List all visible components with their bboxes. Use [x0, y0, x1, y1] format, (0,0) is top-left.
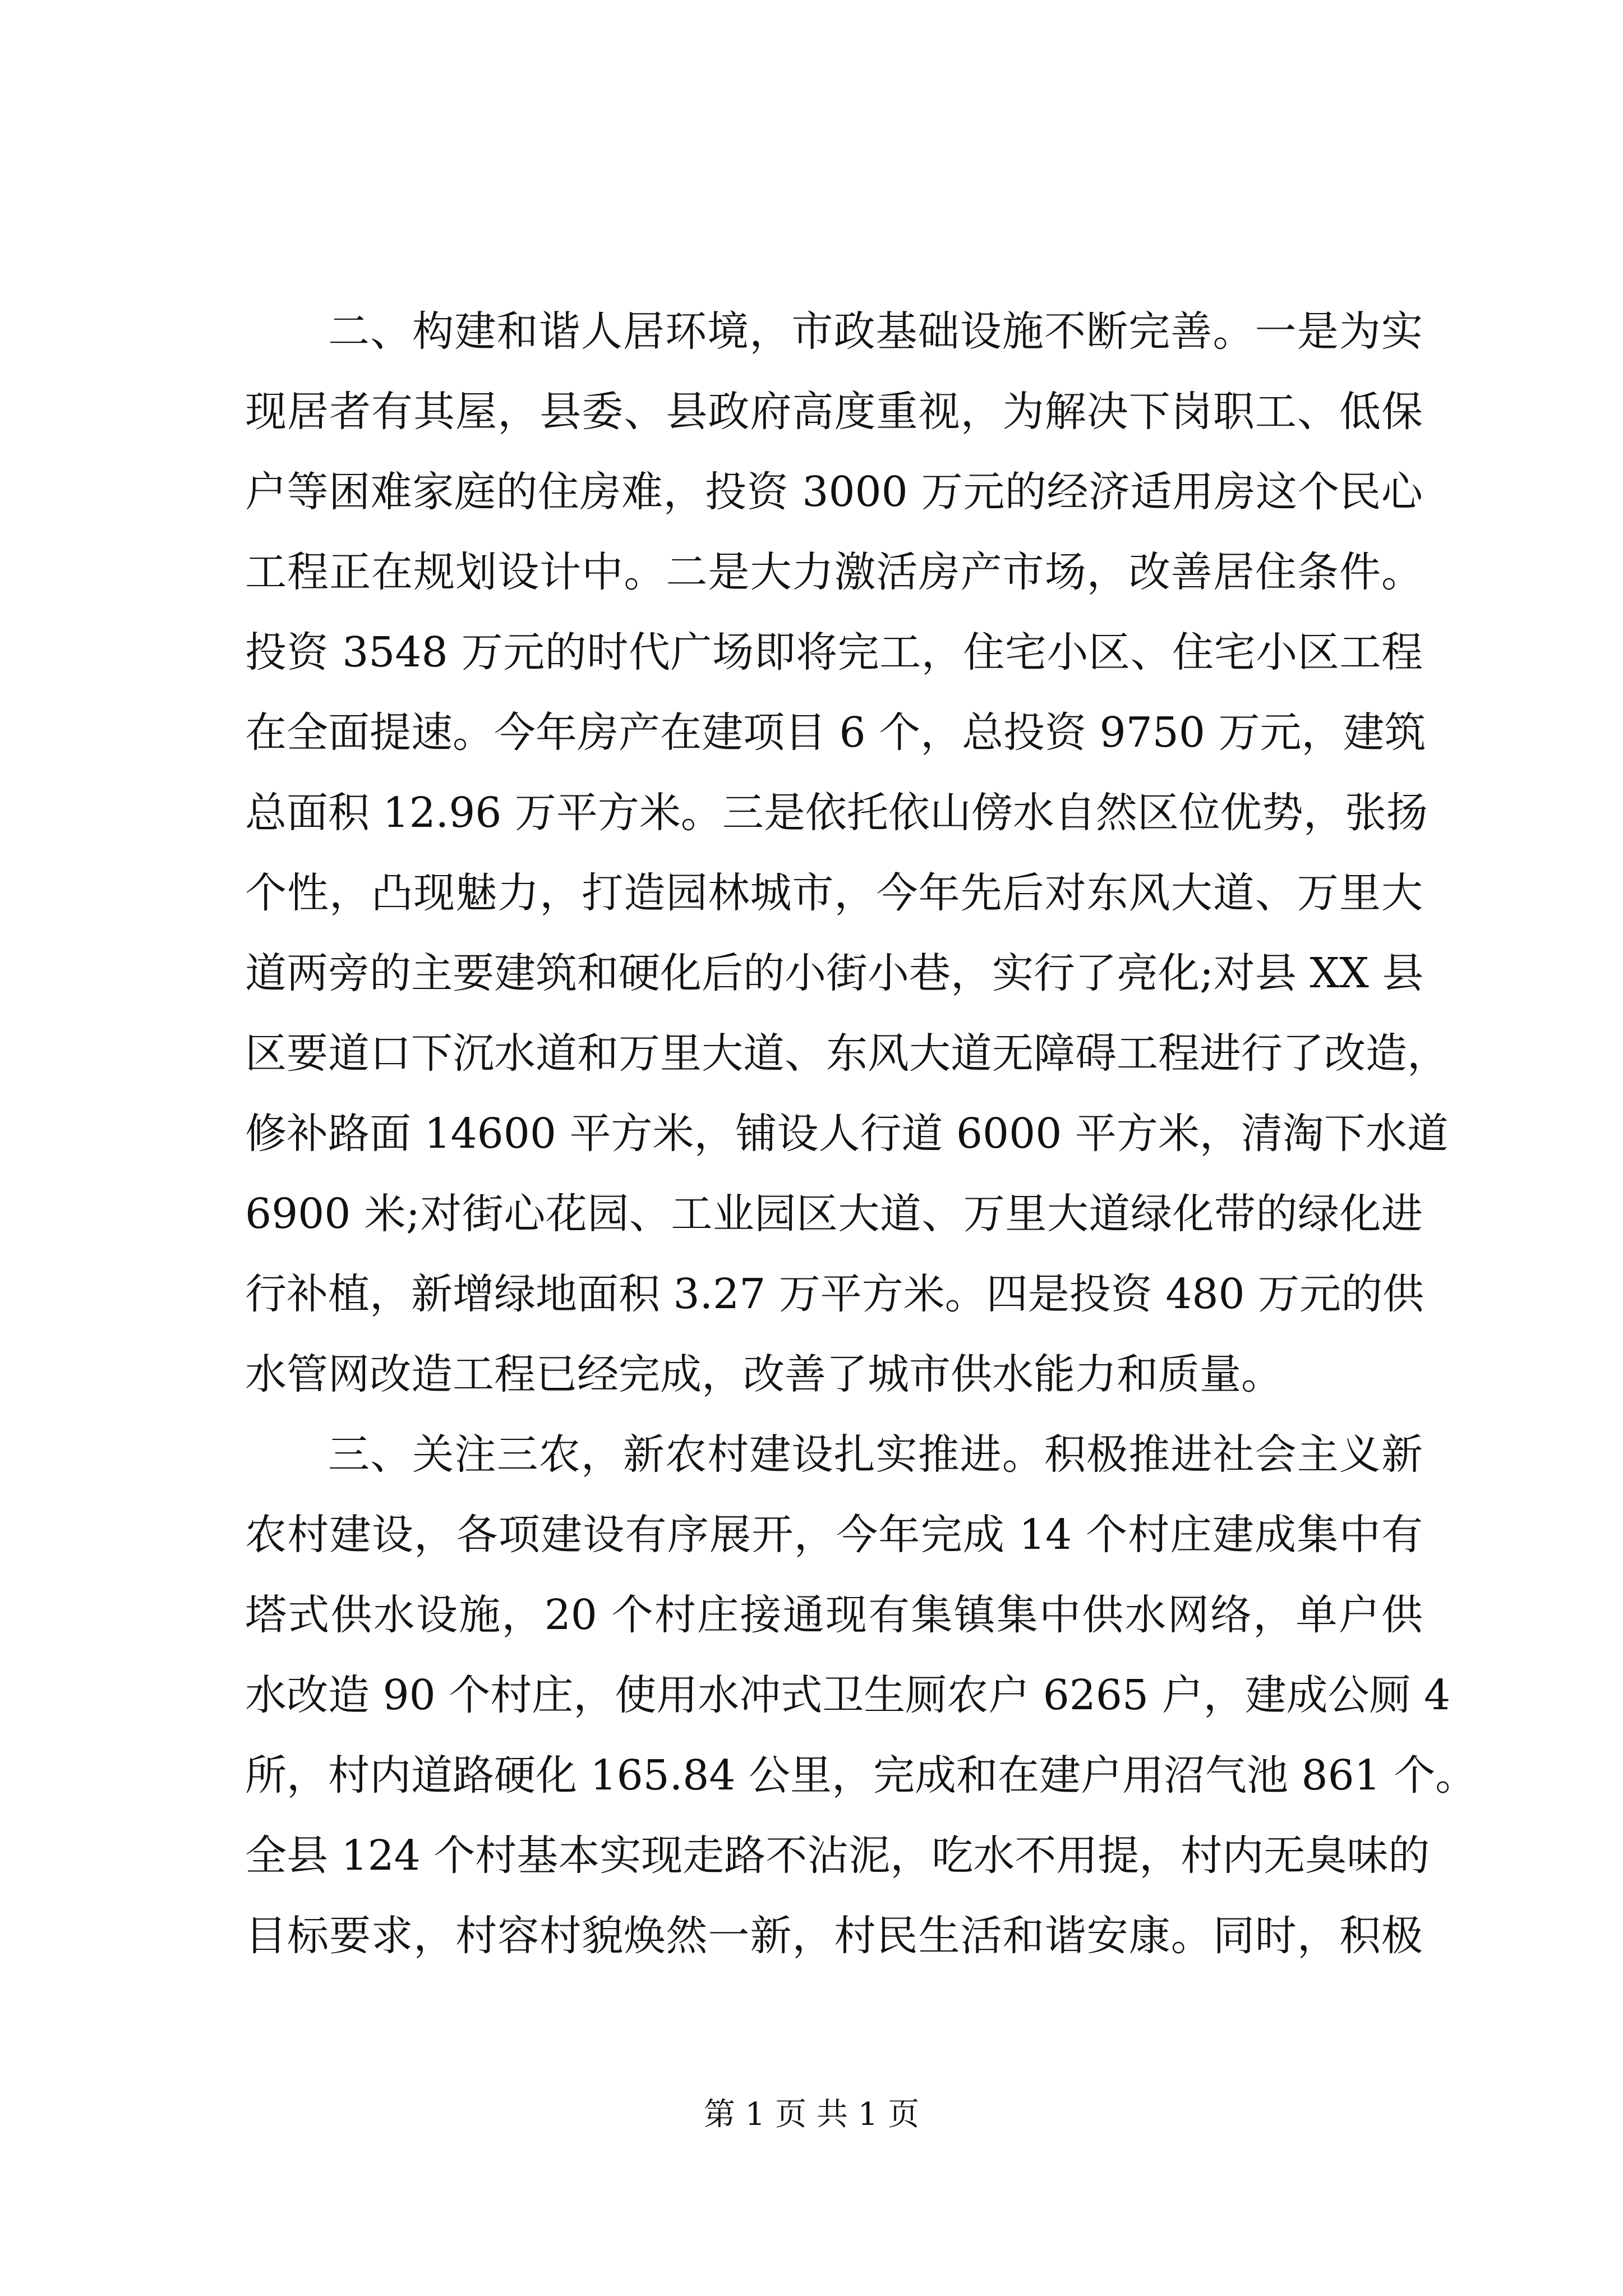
- paragraph-line: 总面积 12.96 万平方米。三是依托依山傍水自然区位优势，张扬: [245, 789, 1428, 837]
- paragraph-line: 所，村内道路硬化 165.84 公里，完成和在建户用沼气池 861 个。: [245, 1751, 1477, 1800]
- paragraph-line: 修补路面 14600 平方米，铺设人行道 6000 平方米，清淘下水道: [245, 1110, 1449, 1158]
- paragraph-line: 投资 3548 万元的时代广场即将完工，住宅小区、住宅小区工程: [245, 628, 1423, 677]
- paragraph-line: 道两旁的主要建筑和硬化后的小街小巷，实行了亮化;对县 XX 县: [245, 949, 1424, 997]
- paragraph-line: 农村建设，各项建设有序展开，今年完成 14 个村庄建成集中有: [245, 1511, 1423, 1559]
- paragraph-line: 水管网改造工程已经完成，改善了城市供水能力和质量。: [245, 1350, 1283, 1398]
- paragraph-line: 塔式供水设施，20 个村庄接通现有集镇集中供水网络，单户供: [245, 1591, 1423, 1639]
- paragraph-line: 水改造 90 个村庄，使用水冲式卫生厕农户 6265 户，建成公厕 4: [245, 1671, 1451, 1719]
- paragraph-line: 三、关注三农，新农村建设扎实推进。积极推进社会主义新: [328, 1430, 1423, 1479]
- paragraph-line: 现居者有其屋，县委、县政府高度重视，为解决下岗职工、低保: [245, 388, 1423, 436]
- paragraph-line: 工程正在规划设计中。二是大力激活房产市场，改善居住条件。: [245, 548, 1423, 596]
- paragraph-line: 个性，凸现魅力，打造园林城市，今年先后对东风大道、万里大: [245, 869, 1423, 917]
- paragraph-line: 在全面提速。今年房产在建项目 6 个，总投资 9750 万元，建筑: [245, 708, 1426, 757]
- paragraph-line: 行补植，新增绿地面积 3.27 万平方米。四是投资 480 万元的供: [245, 1270, 1424, 1318]
- paragraph-line: 全县 124 个村基本实现走路不沾泥，吃水不用提，村内无臭味的: [245, 1832, 1430, 1880]
- paragraph-line: 二、构建和谐人居环境，市政基础设施不断完善。一是为实: [328, 307, 1423, 356]
- paragraph-line: 户等困难家庭的住房难，投资 3000 万元的经济适用房这个民心: [245, 468, 1423, 516]
- page-number-footer: 第 1 页 共 1 页: [703, 2096, 920, 2133]
- paragraph-line: 目标要求，村容村貌焕然一新，村民生活和谐安康。同时，积极: [245, 1912, 1423, 1960]
- paragraph-line: 区要道口下沉水道和万里大道、东风大道无障碍工程进行了改造，: [245, 1029, 1449, 1078]
- paragraph-line: 6900 米;对街心花园、工业园区大道、万里大道绿化带的绿化进: [245, 1190, 1423, 1238]
